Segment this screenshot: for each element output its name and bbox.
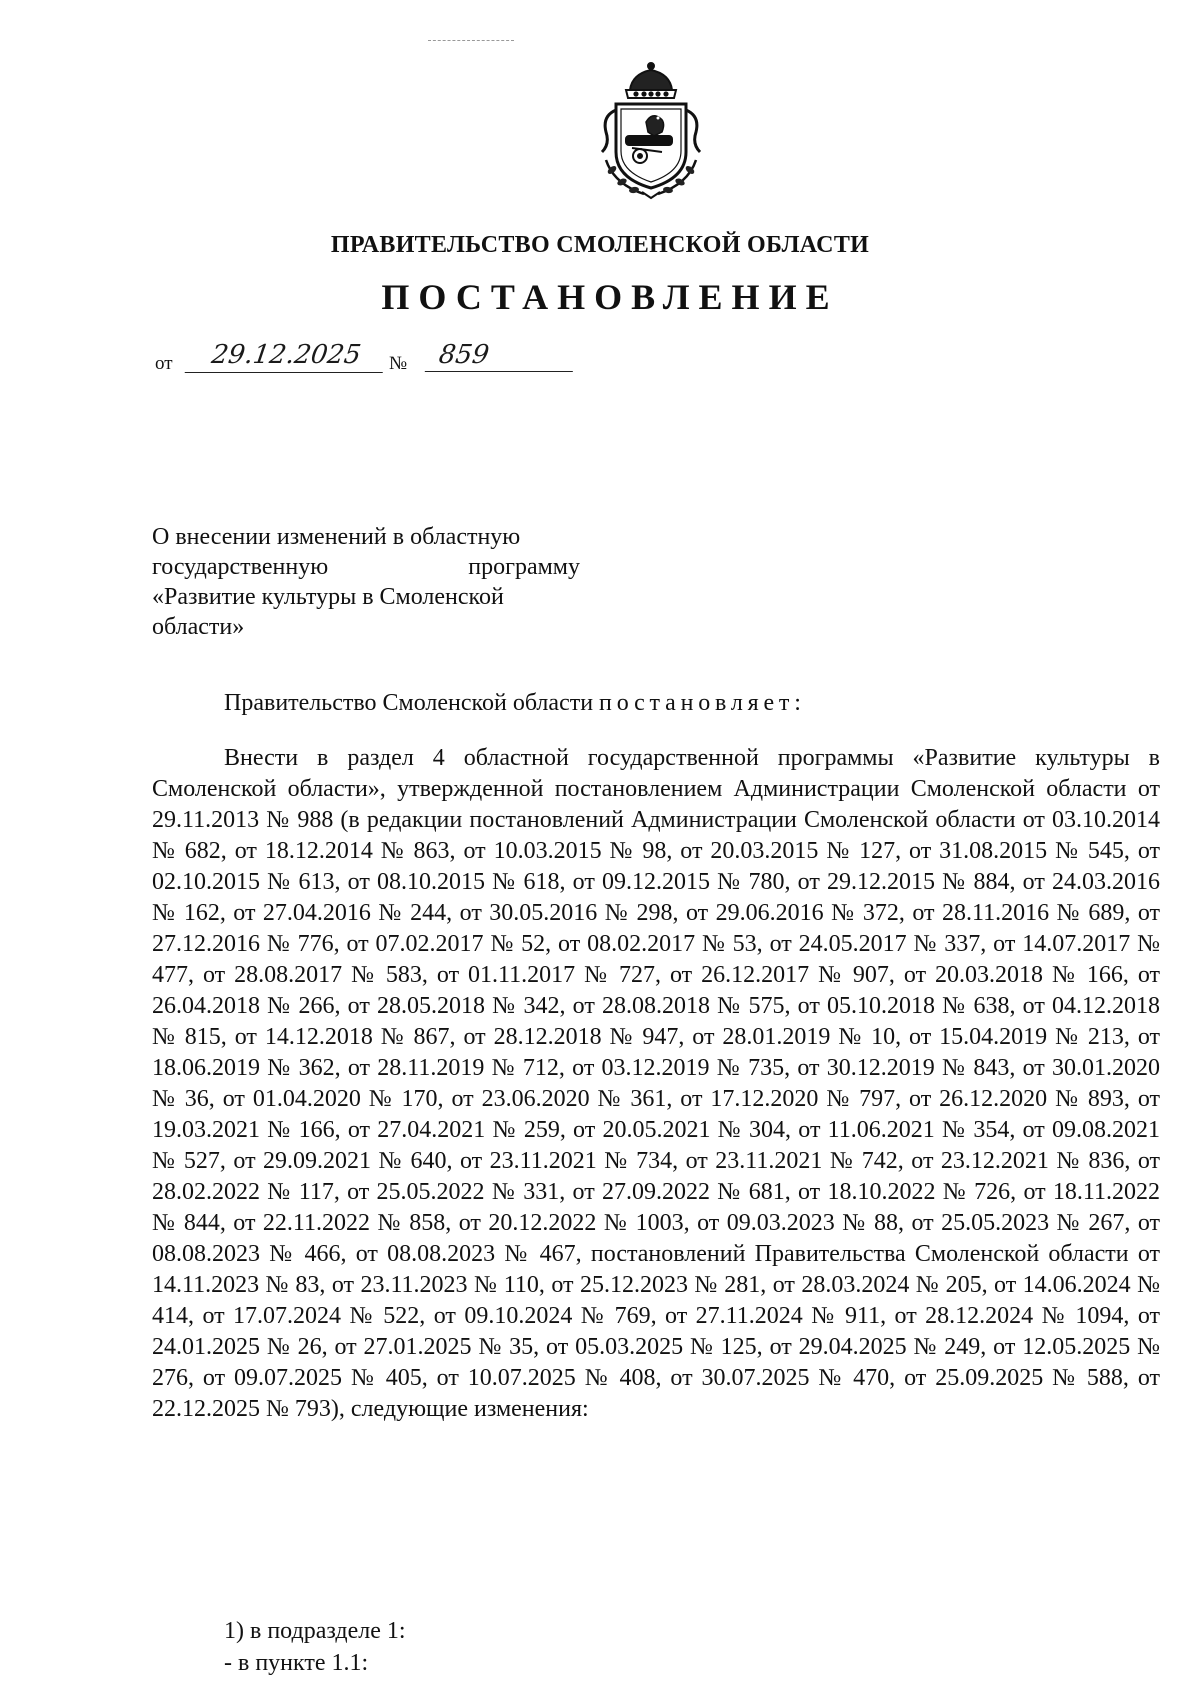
handwritten-number: 859	[425, 340, 577, 372]
resolution-paragraph: Внести в раздел 4 областной государственной программы «Развитие культуры в Смоленской области», утвержденной постановлением Администрации Смоленской области от 29.11.2013 № 988 (в редакции постановлений Администрации Смоленской области от 03.10.2014 № 682, от 18.12.2014 № 863, от 10.03.2015 № 98, от 20.03.2015 № 127, от 31.08.2015 № 545, от 02.10.2015 № 613, от 08.10.2015 № 618, от 09.12.2015 № 780, от 29.12.2015 № 884, от 24.03.2016 № 162, от 27.04.2016 № 244, от 30.05.2016 № 298, от 29.06.2016 № 372, от 28.11.2016 № 689, от 27.12.2016 № 776, от 07.02.2017 № 52, от 08.02.2017 № 53, от 24.05.2017 № 337, от 14.07.2017 № 477, от 28.08.2017 № 583, от 01.11.2017 № 727, от 26.12.2017 № 907, от 20.03.2018 № 166, от 26.04.2018 № 266, от 28.05.2018 № 342, от 28.08.2018 № 575, от 05.10.2018 № 638, от 04.12.2018 № 815, от 14.12.2018 № 867, от 28.12.2018 № 947, от 28.01.2019 № 10, от 15.04.2019 № 213, от 18.06.2019 № 362, от 28.11.2019 № 712, от 03.12.2019 № 735, от 30.12.2019 № 843, от 30.01.2020 № 36, от 01.04.2020 № 170, от 23.06.2020 № 361, от 17.12.2020 № 797, от 26.12.2020 № 893, от 19.03.2021 № 166, от 27.04.2021 № 259, от 20.05.2021 № 304, от 11.06.2021 № 354, от 09.08.2021 № 527, от 29.09.2021 № 640, от 23.11.2021 № 734, от 23.11.2021 № 742, от 23.12.2021 № 836, от 28.02.2022 № 117, от 25.05.2022 № 331, от 27.09.2022 № 681, от 18.10.2022 № 726, от 18.11.2022 № 844, от 22.11.2022 № 858, от 20.12.2022 № 1003, от 09.03.2023 № 88, от 25.05.2023 № 267, от 08.08.2023 № 466, от 08.08.2023 № 467, постановлений Правительства Смоленской области от 14.11.2023 № 83, от 23.11.2023 № 110, от 25.12.2023 № 281, от 28.03.2024 № 205, от 14.06.2024 № 414, от 17.07.2024 № 522, от 09.10.2024 № 769, от 27.11.2024 № 911, от 28.12.2024 № 1094, от 24.01.2025 № 26, от 27.01.2025 № 35, от 05.03.2025 № 125, от 29.04.2025 № 249, от 12.05.2025 № 276, от 09.07.2025 № 405, от 10.07.2025 № 408, от 30.07.2025 № 470, от 25.09.2025 № 588, от 22.12.2025 № 793), следующие изменения:	[152, 745, 1160, 1422]
document-type-title: ПОСТАНОВЛЕНИЕ	[381, 277, 839, 317]
list-item: - в пункте 1.1:	[224, 1650, 369, 1676]
scan-mark	[428, 40, 514, 42]
subject-line: государственную программу	[152, 554, 580, 580]
handwritten-date: 29.12.2025	[185, 340, 388, 373]
subject-line: О внесении изменений в областную	[152, 524, 521, 550]
date-number-line	[155, 340, 575, 376]
subject-line: области»	[152, 614, 245, 640]
number-label: №	[389, 353, 408, 374]
list-item: 1) в подразделе 1:	[224, 1618, 406, 1644]
preamble	[224, 690, 806, 717]
smolensk-coat-of-arms-icon	[592, 60, 710, 200]
document-subject	[152, 522, 580, 642]
preamble-text: Правительство Смоленской области	[224, 690, 594, 716]
subject-line: «Развитие культуры в Смоленской	[152, 584, 504, 610]
date-label: от	[155, 353, 173, 374]
preamble-verb: постановляет:	[599, 690, 806, 716]
government-name: ПРАВИТЕЛЬСТВО СМОЛЕНСКОЙ ОБЛАСТИ	[330, 232, 870, 258]
